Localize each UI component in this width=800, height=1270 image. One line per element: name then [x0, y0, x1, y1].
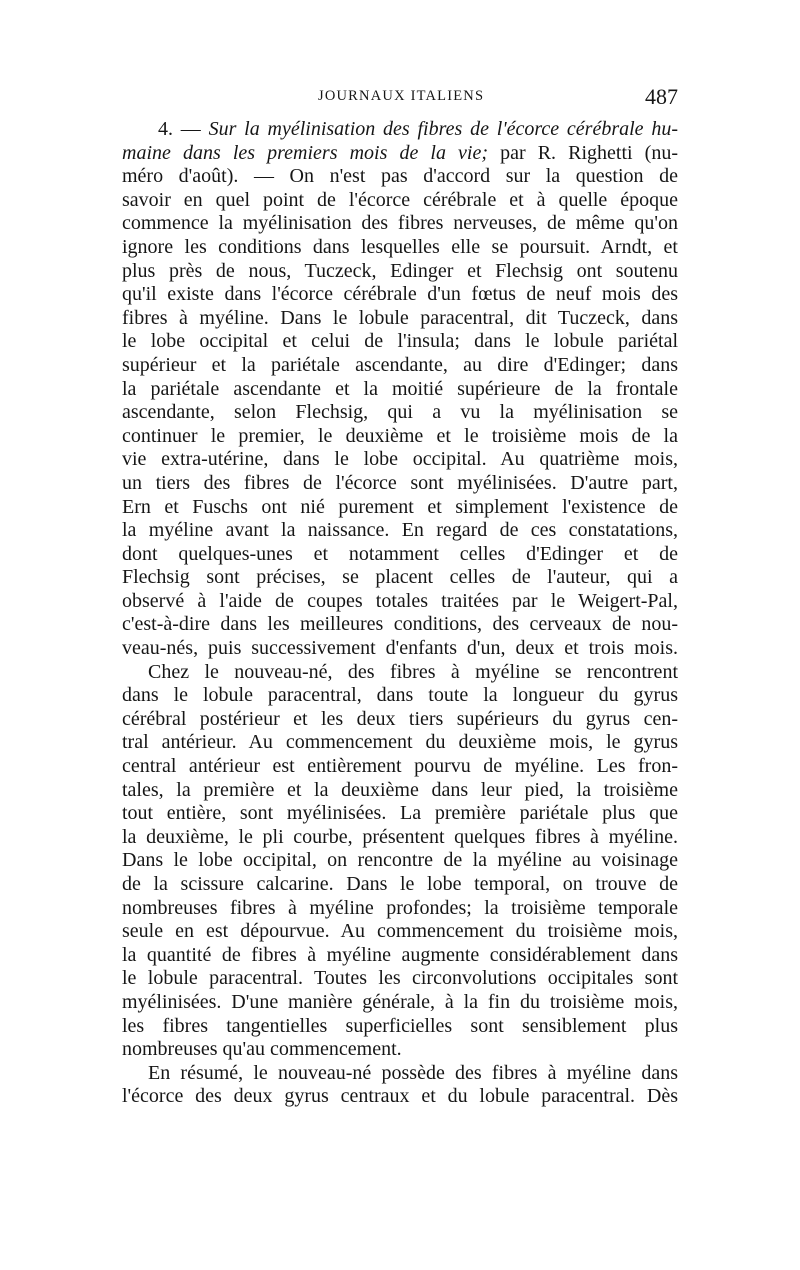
text-line: central antérieur est entièrement pourvu de myéline. Les fron- [122, 755, 678, 778]
text-line: seule en est dépourvue. Au commencement du troisième mois, [122, 920, 678, 943]
text-line: Ern et Fuschs ont nié purement et simplement l'existence de [122, 495, 678, 518]
text-line: la pariétale ascendante et la moitié supérieure de la frontale [122, 377, 678, 400]
text-line: dont quelques-unes et notamment celles d'Edinger et de [122, 542, 678, 565]
text-line: Flechsig sont précises, se placent celles de l'auteur, qui a [122, 566, 678, 589]
text-line: le lobule paracentral. Toutes les circonvolutions occipitales sont [122, 967, 678, 990]
text-line: observé à l'aide de coupes totales traitées par le Weigert-Pal, [122, 589, 678, 612]
text-line: myélinisées. D'une manière générale, à la fin du troisième mois, [122, 990, 678, 1013]
text-line: la deuxième, le pli courbe, présentent quelques fibres à myéline. [122, 825, 678, 848]
text-line: tout entière, sont myélinisées. La première pariétale plus que [122, 802, 678, 825]
text-line: Chez le nouveau-né, des fibres à myéline se rencontrent [148, 660, 678, 683]
text-line: cérébral postérieur et les deux tiers supérieurs du gyrus cen- [122, 707, 678, 730]
text-line: méro d'août). — On n'est pas d'accord sur la question de [122, 165, 678, 188]
text-line: c'est-à-dire dans les meilleures conditions, des cerveaux de nou- [122, 613, 678, 636]
text-line: vie extra-utérine, dans le lobe occipital. Au quatrième mois, [122, 448, 678, 471]
text-line: veau-nés, puis successivement d'enfants d'un, deux et trois mois. [122, 637, 678, 660]
article-number: 4. [158, 118, 173, 140]
text-line: tral antérieur. Au commencement du deuxième mois, le gyrus [122, 731, 678, 754]
text-line: les fibres tangentielles superficielles sont sensiblement plus [122, 1014, 678, 1037]
page-number: 487 [645, 84, 678, 109]
paragraph-3 [122, 1062, 678, 1109]
text-line: tales, la première et la deuxième dans leur pied, la troisième [122, 778, 678, 801]
text-line: En résumé, le nouveau-né possède des fibres à myéline dans [148, 1061, 678, 1084]
text-line: le lobe occipital et celui de l'insula; dans le lobule pariétal [122, 330, 678, 353]
text-line: fibres à myéline. Dans le lobule paracentral, dit Tuczeck, dans [122, 306, 678, 329]
text-line: continuer le premier, le deuxième et le troisième mois de la [122, 424, 678, 447]
article-author: par R. Righetti (nu- [488, 141, 678, 164]
text-line: dans le lobule paracentral, dans toute la longueur du gyrus [122, 684, 678, 707]
text-line: savoir en quel point de l'écorce cérébrale et à quelle époque [122, 188, 678, 211]
article-title-line-1 [122, 118, 678, 142]
body-text [122, 118, 678, 1109]
article-title-line-2 [122, 142, 678, 166]
text-line: ignore les conditions dans lesquelles elle se poursuit. Arndt, et [122, 235, 678, 258]
text-line: un tiers des fibres de l'écorce sont myélinisées. D'autre part, [122, 471, 678, 494]
text-line: nombreuses qu'au commencement. [122, 1038, 402, 1061]
text-line: la quantité de fibres à myéline augmente considérablement dans [122, 943, 678, 966]
text-line: plus près de nous, Tuczeck, Edinger et Flechsig ont soutenu [122, 259, 678, 282]
text-line: nombreuses fibres à myéline profondes; la troisième temporale [122, 896, 678, 919]
text-line: qu'il existe dans l'écorce cérébrale d'un fœtus de neuf mois des [122, 283, 678, 306]
text-line: l'écorce des deux gyrus centraux et du lobule paracentral. Dès [122, 1085, 678, 1108]
text-line: supérieur et la pariétale ascendante, au dire d'Edinger; dans [122, 353, 678, 376]
running-title: JOURNAUX ITALIENS [318, 88, 485, 104]
paragraph-2 [122, 661, 678, 1062]
text-line: ascendante, selon Flechsig, qui a vu la myélinisation se [122, 401, 678, 424]
title-dash: — [180, 118, 201, 140]
article-title-part-1: Sur la myélinisation des fibres de l'écorce cérébrale hu- [208, 118, 679, 140]
text-line: la myéline avant la naissance. En regard de ces constatations, [122, 519, 678, 542]
text-line: de la scissure calcarine. Dans le lobe temporal, on trouve de [122, 873, 678, 895]
text-line: commence la myélinisation des fibres nerveuses, de même qu'on [122, 212, 678, 235]
article-title-part-2: maine dans les premiers mois de la vie; [122, 141, 489, 164]
running-head [122, 84, 678, 118]
text-line: Dans le lobe occipital, on rencontre de la myéline au voisinage [122, 849, 678, 872]
paragraph-1 [122, 165, 678, 660]
book-page [122, 84, 679, 1109]
